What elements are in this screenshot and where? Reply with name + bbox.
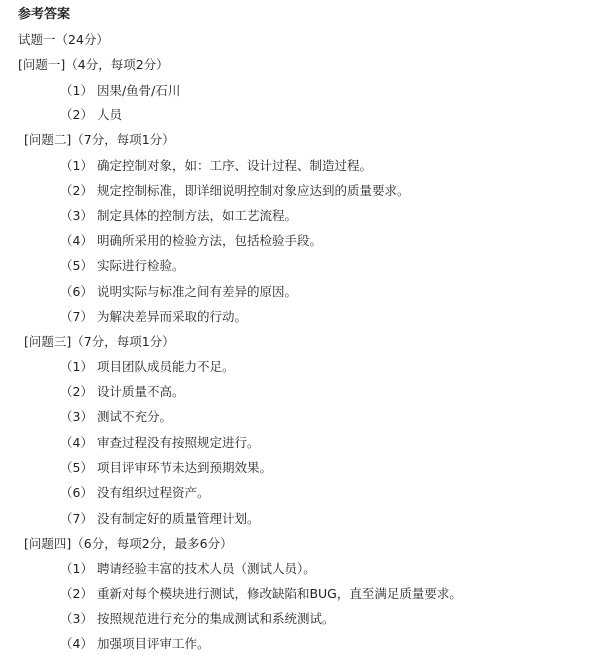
answer-item xyxy=(60,585,462,603)
answer-item xyxy=(60,484,209,502)
answer-item xyxy=(60,106,122,124)
item-number: （2） xyxy=(60,183,93,198)
item-text: 因果/鱼骨/石川 xyxy=(96,83,181,98)
exam-heading: 试题一（24分） xyxy=(18,32,109,47)
item-text: 设计质量不高。 xyxy=(96,384,185,399)
item-number: （1） xyxy=(60,158,93,173)
item-text: 加强项目评审工作。 xyxy=(96,636,210,651)
item-text: 审查过程没有按照规定进行。 xyxy=(96,435,260,450)
answer-item xyxy=(60,257,184,275)
answer-item xyxy=(60,232,322,250)
item-text: 为解决差异而采取的行动。 xyxy=(96,309,247,324)
answer-item xyxy=(60,82,180,100)
item-number: （2） xyxy=(60,586,93,601)
item-number: （2） xyxy=(60,107,93,122)
document-title: 参考答案 xyxy=(18,7,71,22)
question-heading: [问题四]（6分，每项2分，最多6分） xyxy=(24,536,233,551)
answer-item xyxy=(60,560,316,578)
question-heading: [问题三]（7分，每项1分） xyxy=(24,334,175,349)
question-heading: [问题一]（4分，每项2分） xyxy=(18,57,169,72)
item-text: 规定控制标准，即详细说明控制对象应达到的质量要求。 xyxy=(96,183,410,198)
item-number: （1） xyxy=(60,359,93,374)
item-text: 没有组织过程资产。 xyxy=(96,485,210,500)
item-number: （7） xyxy=(60,309,93,324)
answer-item xyxy=(60,434,259,452)
answer-item xyxy=(60,408,172,426)
item-number: （3） xyxy=(60,409,93,424)
item-text: 确定控制对象，如：工序、设计过程、制造过程。 xyxy=(96,158,372,173)
answer-item xyxy=(60,308,247,326)
item-text: 明确所采用的检验方法，包括检验手段。 xyxy=(96,233,322,248)
item-text: 测试不充分。 xyxy=(96,409,172,424)
answer-item xyxy=(60,459,272,477)
item-text: 没有制定好的质量管理计划。 xyxy=(96,511,260,526)
item-text: 项目团队成员能力不足。 xyxy=(96,359,235,374)
item-text: 人员 xyxy=(96,107,122,122)
item-number: （6） xyxy=(60,284,93,299)
answer-item xyxy=(60,510,259,528)
item-number: （3） xyxy=(60,208,93,223)
item-text: 重新对每个模块进行测试，修改缺陷和BUG，直至满足质量要求。 xyxy=(96,586,462,601)
item-number: （5） xyxy=(60,460,93,475)
item-number: （2） xyxy=(60,384,93,399)
item-text: 项目评审环节未达到预期效果。 xyxy=(96,460,272,475)
question-heading: [问题二]（7分，每项1分） xyxy=(24,132,175,147)
item-number: （4） xyxy=(60,636,93,651)
answer-item xyxy=(60,157,372,175)
item-number: （4） xyxy=(60,233,93,248)
answer-item xyxy=(60,610,334,628)
item-number: （3） xyxy=(60,611,93,626)
item-text: 实际进行检验。 xyxy=(96,258,185,273)
answer-item xyxy=(60,383,184,401)
answer-item xyxy=(60,207,297,225)
item-number: （7） xyxy=(60,511,93,526)
item-text: 制定具体的控制方法，如工艺流程。 xyxy=(96,208,297,223)
item-text: 聘请经验丰富的技术人员（测试人员）。 xyxy=(96,561,316,576)
answer-item xyxy=(60,182,409,200)
item-number: （4） xyxy=(60,435,93,450)
item-number: （6） xyxy=(60,485,93,500)
answer-item xyxy=(60,283,297,301)
answer-item xyxy=(60,635,209,653)
answer-item xyxy=(60,358,234,376)
item-text: 说明实际与标准之间有差异的原因。 xyxy=(96,284,297,299)
item-text: 按照规范进行充分的集成测试和系统测试。 xyxy=(96,611,335,626)
item-number: （1） xyxy=(60,561,93,576)
item-number: （5） xyxy=(60,258,93,273)
item-number: （1） xyxy=(60,83,93,98)
